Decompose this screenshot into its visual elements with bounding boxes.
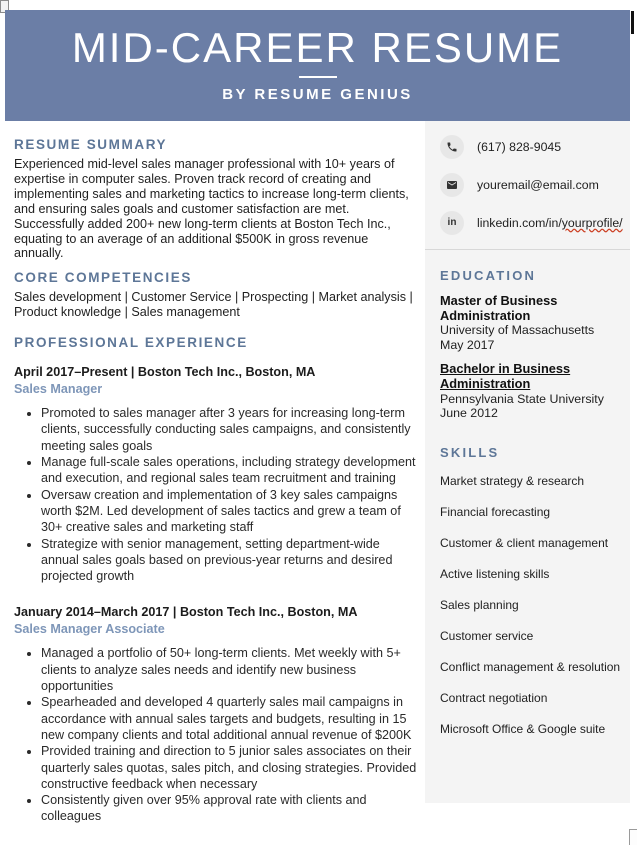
summary-heading: RESUME SUMMARY: [14, 137, 168, 152]
job-bullet: • Spearheaded and developed 4 quarterly sales mail campaigns in accordance with annual sales targets and budgets, resulting in 15 new company clients and total additional annual revenue of $200K: [41, 694, 418, 743]
job-title: Sales Manager Associate: [14, 622, 165, 637]
title-divider: [299, 76, 337, 78]
contact-email-row: [440, 173, 626, 197]
education-heading: EDUCATION: [440, 268, 537, 283]
sidebar: [425, 121, 630, 803]
degree-name-link[interactable]: Bachelor in Business Administration: [440, 361, 571, 391]
header-banner: [5, 10, 630, 121]
education-entry: [440, 362, 626, 420]
competencies-text: Sales development | Customer Service | Prospecting | Market analysis | Product knowledge | Sales management: [14, 290, 413, 320]
school-name: University of Massachusetts: [440, 323, 595, 338]
skill-item: Conflict management & resolution: [440, 659, 621, 674]
job-bullet-list: [14, 645, 418, 824]
scrollbar-corner[interactable]: [629, 829, 637, 845]
graduation-date: May 2017: [440, 337, 495, 352]
degree-name: Master of Business Administration: [440, 293, 558, 323]
job-bullet: • Provided training and direction to 5 junior sales associates on their quarterly sales quotas, sales pitch, and closing strategies. Provided constructive feedback when necessary: [41, 743, 418, 792]
job-bullet: • Promoted to sales manager after 3 years for increasing long-term clients, successfully conducting sales campaigns, and consistently meeting sales goals: [41, 405, 418, 454]
text-cursor-artifact: [631, 11, 634, 34]
linkedin-icon: in: [440, 211, 464, 235]
job-dates-company: April 2017–Present | Boston Tech Inc., Boston, MA: [14, 365, 316, 380]
linkedin-profile-misspelled: yourprofile/: [561, 216, 623, 230]
school-name: Pennsylvania State University: [440, 391, 604, 406]
job-bullet-list: [14, 405, 418, 584]
email-icon: [440, 173, 464, 197]
job-bullet: • Managed a portfolio of 50+ long-term clients. Met weekly with 5+ clients to analyze sales needs and identify new business opportunities: [41, 645, 418, 694]
job-bullet: • Oversaw creation and implementation of 3 key sales campaigns worth $2M. Led development of sales tactics and grew a team of 30+ creative sales and marketing staff: [41, 487, 418, 536]
skills-heading: SKILLS: [440, 444, 500, 460]
page-title: MID-CAREER RESUME: [71, 24, 564, 71]
header-subtitle: BY RESUME GENIUS: [222, 86, 413, 104]
phone-icon: [440, 135, 464, 159]
skill-item: Sales planning: [440, 597, 519, 612]
job-bullet: • Strategize with senior management, setting department-wide annual sales goals based on previous-year returns and desired projected growth: [41, 536, 418, 585]
job-bullet: • Consistently given over 95% approval rate with clients and colleagues: [41, 792, 418, 825]
competencies-heading: CORE COMPETENCIES: [14, 270, 192, 286]
linkedin-url: linkedin.com/in/yourprofile/: [477, 216, 623, 230]
job-dates-company: January 2014–March 2017 | Boston Tech Inc., Boston, MA: [14, 605, 358, 620]
job-title: Sales Manager: [14, 382, 103, 397]
experience-heading: PROFESSIONAL EXPERIENCE: [14, 335, 248, 351]
skill-item: Contract negotiation: [440, 690, 548, 705]
phone-number: (617) 828-9045: [477, 140, 562, 154]
job-bullet: • Manage full-scale sales operations, including strategy development and execution, and regional sales team recruitment and training: [41, 454, 418, 487]
contact-linkedin-row: [440, 211, 626, 235]
summary-text: Experienced mid-level sales manager professional with 10+ years of expertise in computer sales. Proven track record of creating and implementing sales and marketing tactics to increase long-term clients, and ensuring sales goals and customer satisfaction are met. Successfully added 200+ new long-term clients at Boston Tech Inc., equating to an average of an additional $500K in gross revenue annually.: [14, 157, 409, 261]
email-address: youremail@email.com: [477, 178, 599, 192]
skill-item: Market strategy & research: [440, 473, 585, 488]
job-entry: [14, 605, 418, 824]
job-entry: [14, 365, 418, 584]
skill-item: Financial forecasting: [440, 504, 551, 519]
skill-item: Customer service: [440, 628, 534, 643]
graduation-date: June 2012: [440, 406, 498, 421]
skill-item: Active listening skills: [440, 566, 550, 581]
main-column: [14, 121, 418, 825]
skill-item: Microsoft Office & Google suite: [440, 721, 606, 736]
sidebar-divider: [425, 249, 630, 250]
skill-item: Customer & client management: [440, 535, 609, 550]
contact-phone-row: [440, 135, 626, 159]
education-entry: [440, 294, 626, 352]
